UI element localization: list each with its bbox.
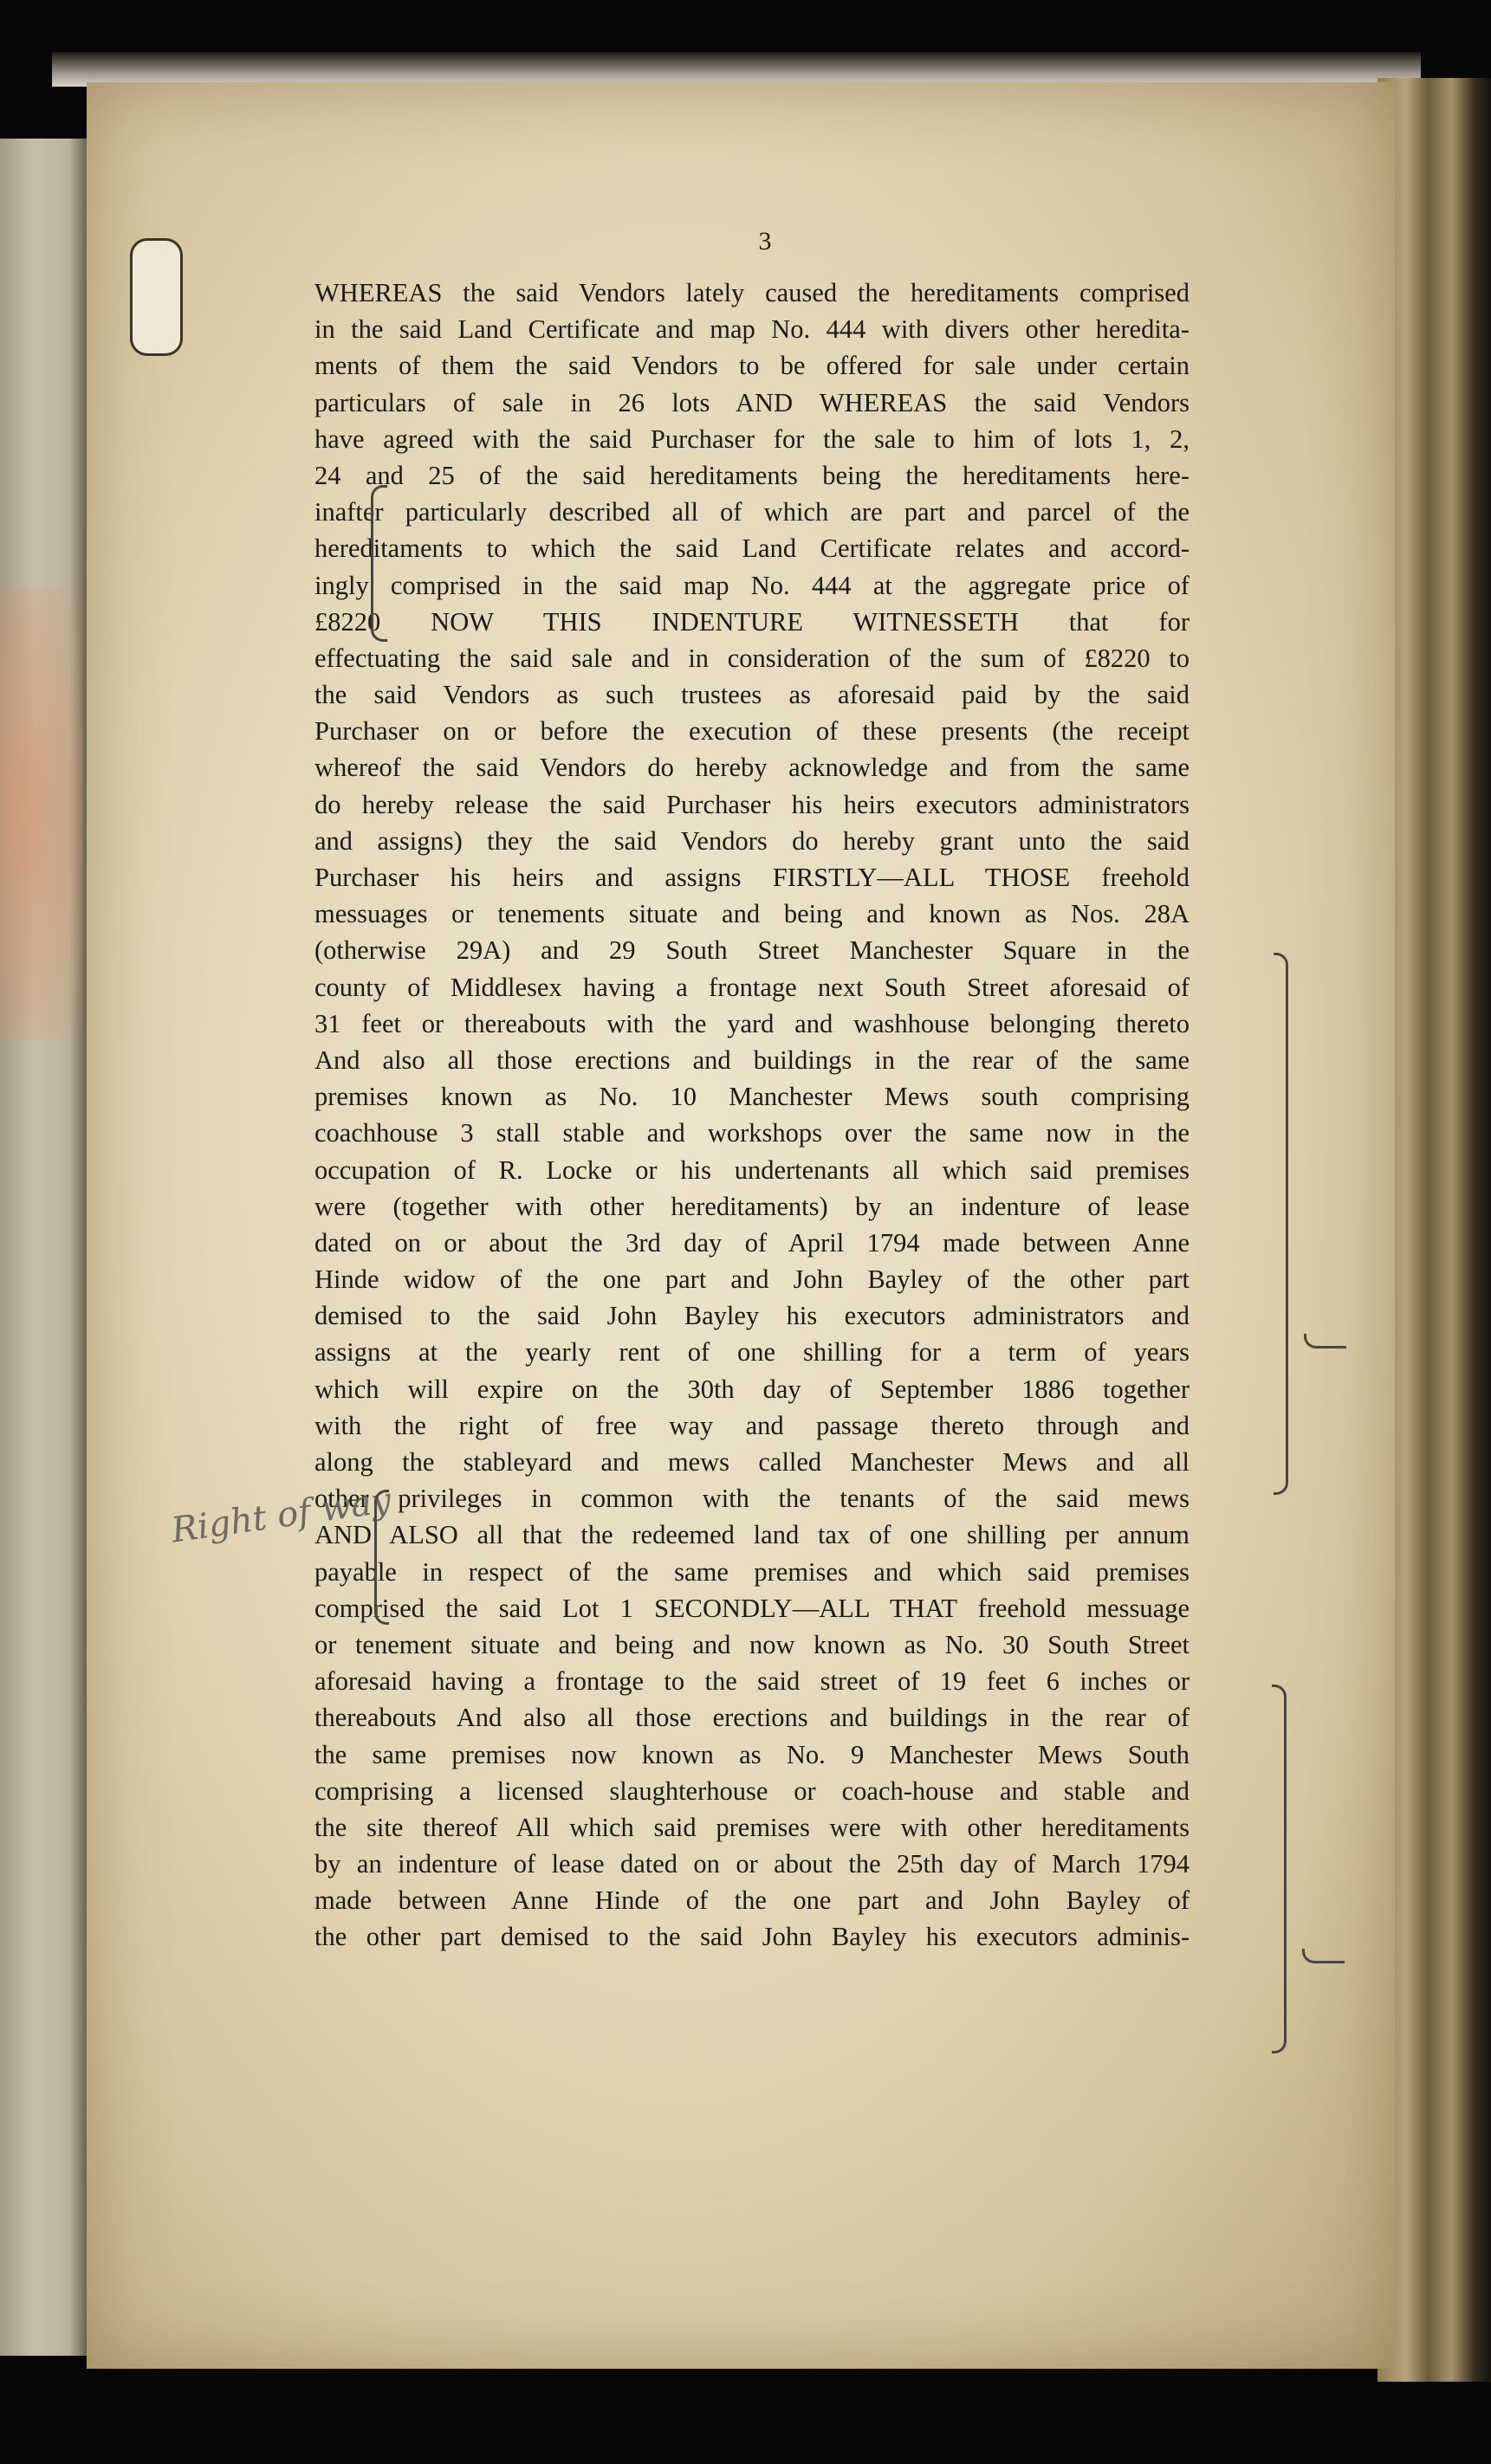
- pencil-bracket-left-2: [374, 1490, 389, 1625]
- text-line: made between Anne Hinde of the one part and John Bayley of: [314, 1885, 1190, 1916]
- text-line: WHEREAS the said Vendors lately caused the hereditaments comprised: [314, 278, 1190, 307]
- left-page-edge: [0, 139, 87, 2356]
- text-line: the said Vendors as such trustees as aforesaid paid by the said: [314, 680, 1190, 710]
- pencil-bracket-right-1: [1274, 953, 1288, 1495]
- text-line: the other part demised to the said John Bayley his executors adminis-: [314, 1922, 1190, 1952]
- pencil-bracket-right-2: [1272, 1685, 1287, 2053]
- text-line: 31 feet or thereabouts with the yard and washhouse belonging thereto: [314, 1008, 1190, 1038]
- text-line: county of Middlesex having a frontage next South Street aforesaid of: [314, 972, 1190, 1002]
- pencil-check-mark-1: [1304, 1334, 1346, 1348]
- text-line: AND ALSO all that the redeemed land tax of one shilling per annum: [314, 1520, 1190, 1550]
- text-line: 24 and 25 of the said hereditaments being the hereditaments here-: [314, 460, 1190, 490]
- text-line: And also all those erections and buildings in the rear of the same: [314, 1044, 1190, 1075]
- text-line: inafter particularly described all of which are part and parcel of the: [314, 497, 1190, 527]
- text-line: (otherwise 29A) and 29 South Street Manchester Square in the: [314, 935, 1190, 966]
- text-line: thereabouts And also all those erections and buildings in the rear of: [314, 1703, 1190, 1733]
- text-line: in the said Land Certificate and map No. 444 with divers other heredita-: [314, 314, 1190, 345]
- text-line: aforesaid having a frontage to the said street of 19 feet 6 inches or: [314, 1666, 1190, 1697]
- text-line: ments of them the said Vendors to be offered for sale under certain: [314, 351, 1190, 381]
- text-line: or tenement situate and being and now known as No. 30 South Street: [314, 1629, 1190, 1659]
- text-line: Purchaser his heirs and assigns FIRSTLY—ALL THOSE freehold: [314, 863, 1190, 892]
- pencil-margin-note: Right of way: [169, 1480, 394, 1551]
- text-line: other privileges in common with the tenants of the said mews: [314, 1484, 1190, 1514]
- text-line: payable in respect of the same premises and which said premises: [314, 1556, 1190, 1587]
- text-line: have agreed with the said Purchaser for the sale to him of lots 1, 2,: [314, 424, 1190, 454]
- text-line: by an indenture of lease dated on or about the 25th day of March 1794: [314, 1849, 1190, 1879]
- text-line: were (together with other hereditaments) by an indenture of lease: [314, 1191, 1190, 1221]
- text-line: messuages or tenements situate and being and known as Nos. 28A: [314, 899, 1190, 929]
- text-line: which will expire on the 30th day of September 1886 together: [314, 1374, 1190, 1404]
- left-page-stain: [0, 589, 82, 1039]
- text-line: with the right of free way and passage thereto through and: [314, 1410, 1190, 1440]
- page-number: 3: [758, 227, 772, 255]
- text-line: £8220 NOW THIS INDENTURE WITNESSETH that for: [314, 606, 1190, 637]
- text-line: effectuating the said sale and in consideration of the sum of £8220 to: [314, 643, 1190, 673]
- text-line: dated on or about the 3rd day of April 1794 made between Anne: [314, 1227, 1190, 1258]
- text-line: occupation of R. Locke or his undertenants all which said premises: [314, 1154, 1190, 1185]
- text-line: Purchaser on or before the execution of these presents (the receipt: [314, 716, 1190, 747]
- text-line: the same premises now known as No. 9 Manchester Mews South: [314, 1739, 1190, 1769]
- text-line: premises known as No. 10 Manchester Mews south comprising: [314, 1082, 1190, 1112]
- text-line: whereof the said Vendors do hereby acknowledge and from the same: [314, 753, 1190, 783]
- text-line: along the stableyard and mews called Manchester Mews and all: [314, 1447, 1190, 1477]
- binding-hole: [130, 238, 183, 356]
- pencil-check-mark-2: [1302, 1949, 1345, 1963]
- text-line: comprised the said Lot 1 SECONDLY—ALL THAT freehold messuage: [314, 1593, 1190, 1623]
- text-line: do hereby release the said Purchaser his heirs executors administrators: [314, 789, 1190, 819]
- text-line: comprising a licensed slaughterhouse or coach-house and stable and: [314, 1775, 1190, 1806]
- text-line: Hinde widow of the one part and John Bayley of the other part: [314, 1264, 1190, 1295]
- text-line: the site thereof All which said premises were with other hereditaments: [314, 1812, 1190, 1842]
- body-text: [314, 275, 1190, 1956]
- top-page-edge: [52, 52, 1421, 87]
- text-line: particulars of sale in 26 lots AND WHEREAS the said Vendors: [314, 387, 1190, 417]
- text-line: hereditaments to which the said Land Certificate relates and accord-: [314, 534, 1190, 564]
- text-line: assigns at the yearly rent of one shilling for a term of years: [314, 1337, 1190, 1368]
- text-line: and assigns) they the said Vendors do hereby grant unto the said: [314, 825, 1190, 856]
- text-line: ingly comprised in the said map No. 444 at the aggregate price of: [314, 570, 1190, 600]
- pencil-bracket-left-1: [371, 485, 387, 642]
- text-line: demised to the said John Bayley his executors administrators and: [314, 1301, 1190, 1331]
- text-line: coachhouse 3 stall stable and workshops over the same now in the: [314, 1118, 1190, 1148]
